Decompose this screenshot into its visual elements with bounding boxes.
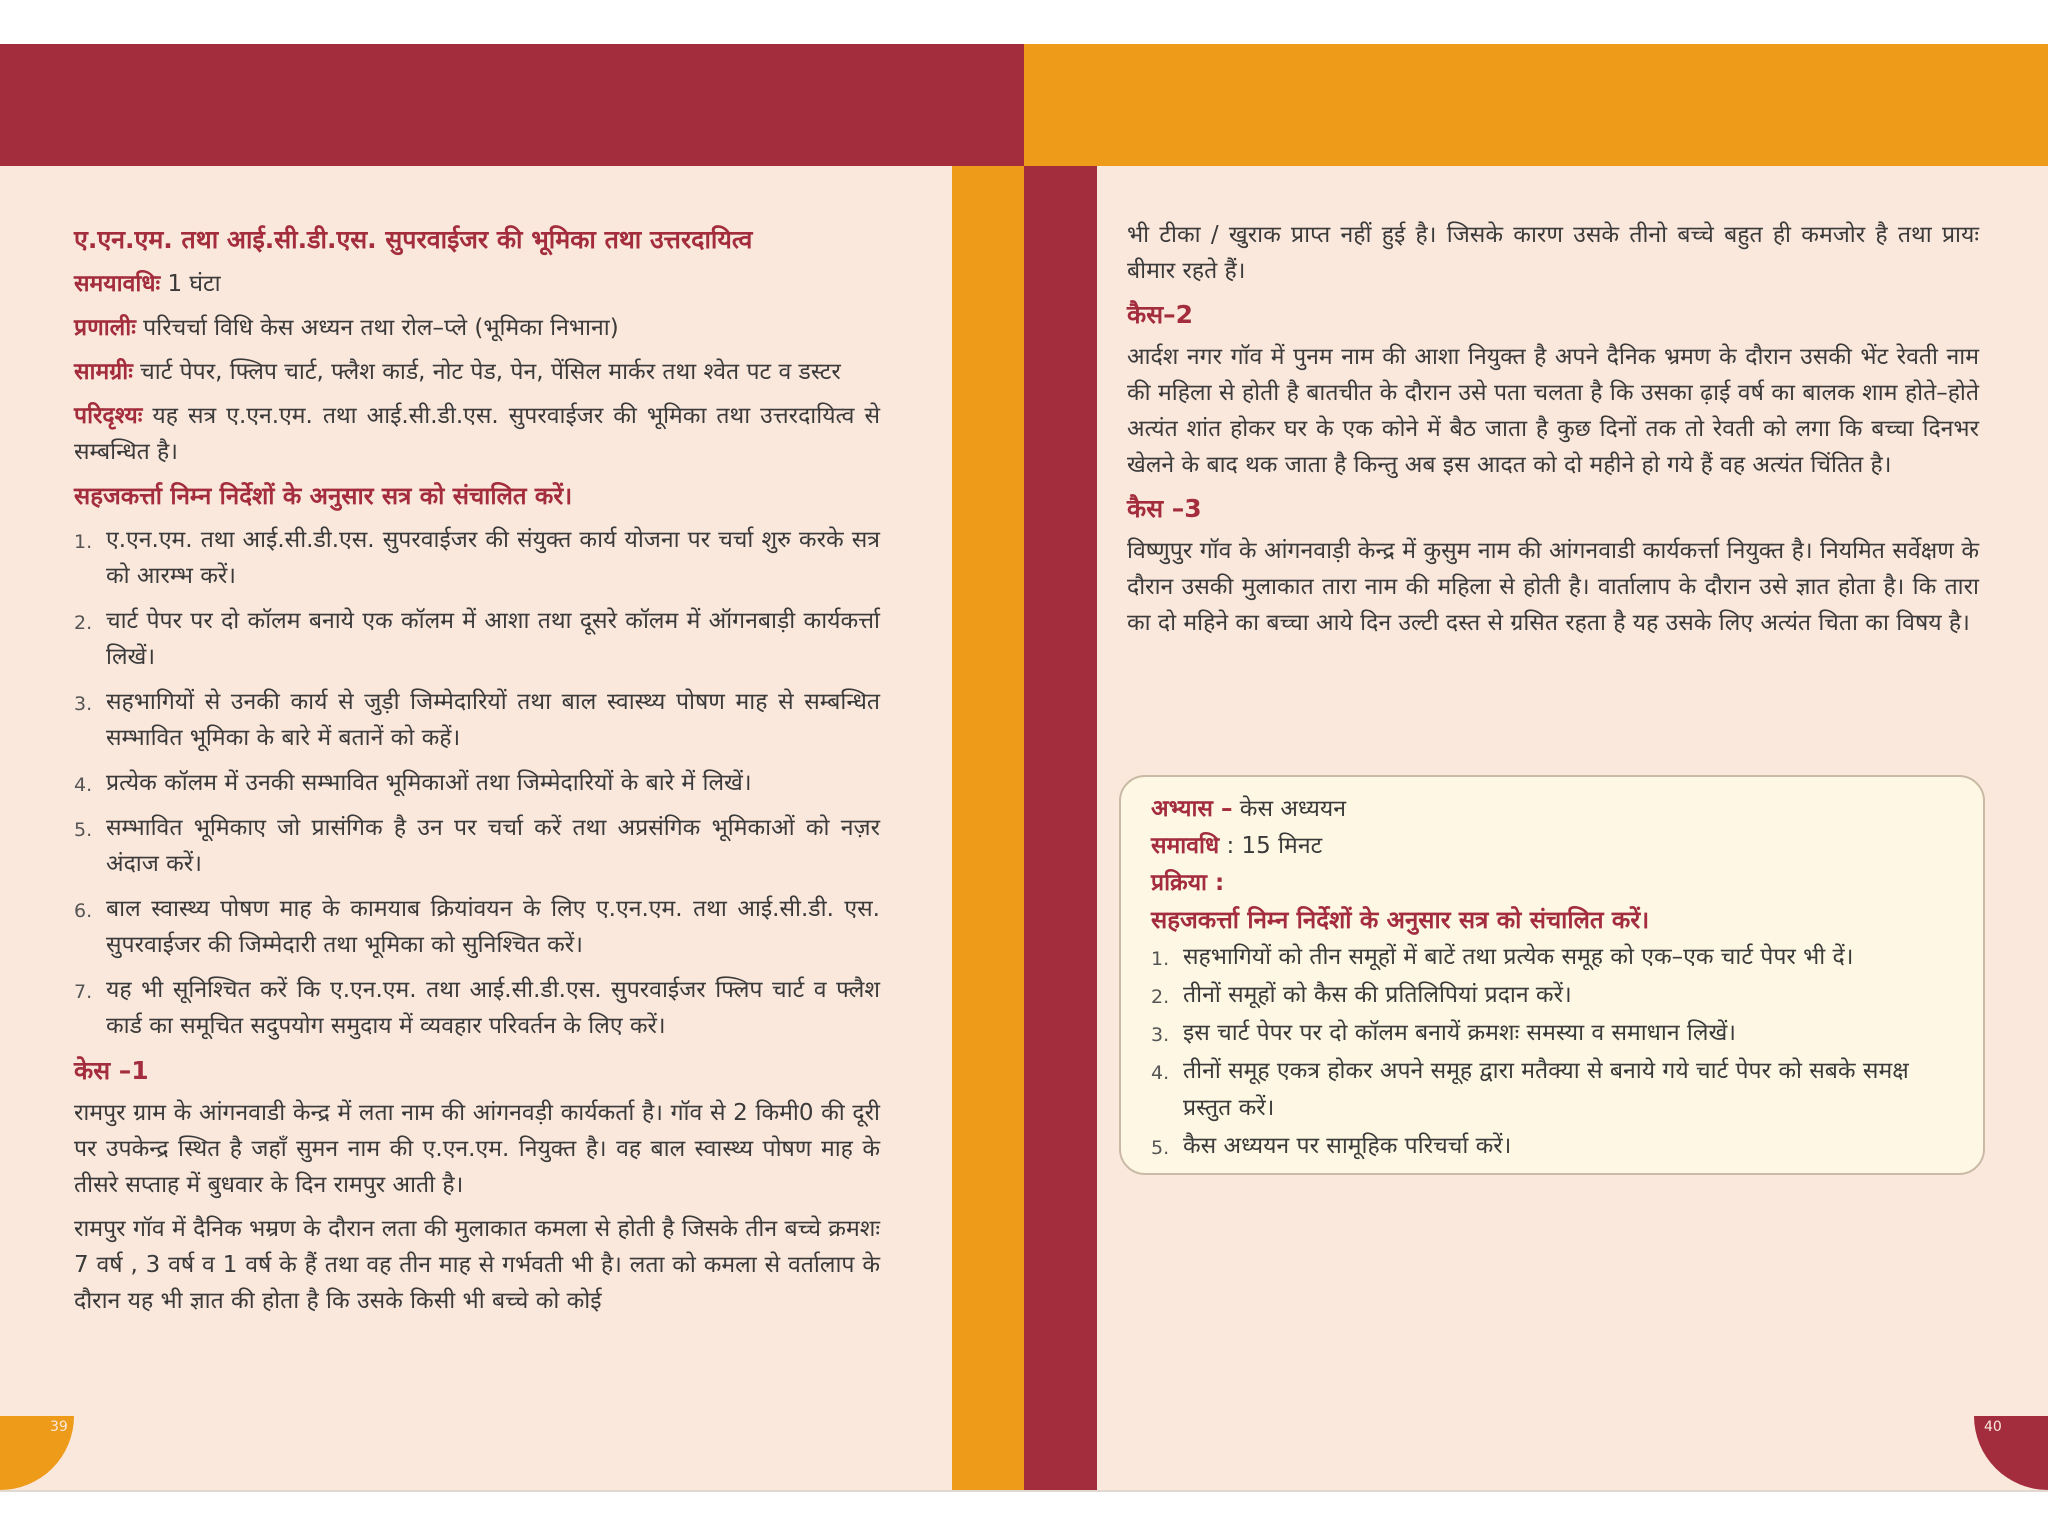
scenario-line — [74, 398, 880, 470]
page-number-right: 40 — [1984, 1419, 2002, 1435]
scenario-value: यह सत्र ए.एन.एम. तथा आई.सी.डी.एस. सुपरवाईजर की भूमिका तथा उत्तरदायित्व से सम्बन्धित है। — [74, 403, 880, 465]
step-number: 4. — [1151, 1062, 1170, 1084]
list-item — [74, 522, 880, 594]
step-text: ए.एन.एम. तथा आई.सी.डी.एस. सुपरवाईजर की संयुक्त कार्य योजना पर चर्चा शुरु करके सत्र को आरम्भ करें। — [106, 527, 880, 589]
exercise-value: केस अध्ययन — [1232, 796, 1346, 822]
step-number: 2. — [1151, 986, 1170, 1008]
method-line — [74, 310, 880, 346]
list-item — [74, 684, 880, 756]
list-item — [1151, 939, 1955, 976]
step-number: 1. — [74, 531, 93, 553]
spine-strip-orange — [952, 166, 1024, 1490]
exercise-box — [1119, 775, 1985, 1175]
list-item — [74, 810, 880, 882]
scenario-label: परिदृश्यः — [74, 403, 143, 429]
case3-paragraph: विष्णुपुर गॉव के आंगनवाड़ी केन्द्र में कुसुम नाम की आंगनवाडी कार्यकर्त्ता नियुक्त है। नियमित सर्वेक्षण के दौरान उसकी मुलाकात तारा नाम की महिला से होती है। वार्तालाप के दौरान उसे ज्ञात होता है। कि तारा का दो महिने का बच्चा आये दिन उल्टी दस्त से ग्रसित रहता है यह उसके लिए अत्यंत चिता का विषय है। — [1127, 538, 1980, 636]
case1-title: केस –1 — [74, 1056, 149, 1085]
step-text: तीनों समूह एकत्र होकर अपने समूह द्वारा मतैक्या से बनाये गये चार्ट पेपर को सबके समक्ष प्रस्तुत करें। — [1183, 1058, 1909, 1121]
step-text: बाल स्वास्थ्य पोषण माह के कामयाब क्रियांवयन के लिए ए.एन.एम. तथा आई.सी.डी. एस. सुपरवाईजर की जिम्मेदारी तथा भूमिका को सुनिश्चित करें। — [106, 896, 880, 958]
case1-paragraph-1: रामपुर ग्राम के आंगनवाडी केन्द्र में लता नाम की आंगनवड़ी कार्यकर्ता है। गॉव से 2 किमी0 की दूरी पर उपकेन्द्र स्थित है जहॉं सुमन नाम की ए.एन.एम. नियुक्त है। वह बाल स्वास्थ्य पोषण माह के तीसरे सप्ताह में बुधवार के दिन रामपुर आती है। — [74, 1100, 880, 1198]
case2-paragraph: आर्दश नगर गॉव में पुनम नाम की आशा नियुक्त है अपने दैनिक भ्रमण के दौरान उसकी भेंट रेवती नाम की महिला से होती है बातचीत के दौरान उसे पता चलता है कि उसका ढ़ाई वर्ष का बालक शाम होते–होते अत्यंत शांत होकर घर के एक कोने में बैठ जाता है कुछ दिनों तक तो रेवती को लगा कि बच्चा दिनभर खेलने के बाद थक जाता है किन्तु अब इस आदत को दो महीने हो गये हैं वह अत्यंत चिंतित है। — [1127, 344, 1979, 478]
exercise-duration-value: : 15 मिनट — [1219, 833, 1323, 859]
step-text: सहभागियों को तीन समूहों में बाटें तथा प्रत्येक समूह को एक–एक चार्ट पेपर भी दें। — [1183, 944, 1854, 970]
step-number: 5. — [1151, 1137, 1170, 1159]
duration-label: समयावधिः — [74, 271, 161, 297]
step-text: तीनों समूहों को कैस की प्रतिलिपियां प्रदान करें। — [1183, 982, 1572, 1008]
duration-value: 1 घंटा — [160, 271, 221, 297]
exercise-step-list — [1151, 939, 1955, 1165]
material-label: सामग्रीः — [74, 359, 133, 385]
step-number: 7. — [74, 981, 93, 1003]
list-item — [74, 972, 880, 1044]
case1-paragraph-2: रामपुर गॉव में दैनिक भम्रण के दौरान लता की मुलाकात कमला से होती है जिसके तीन बच्चे क्रमशः 7 वर्ष , 3 वर्ष व 1 वर्ष के हैं तथा वह तीन माह से गर्भवती भी है। लता को कमला से वर्तालाप के दौरान यह भी ज्ञात की होता है कि उसके किसी भी बच्चे को कोई — [74, 1216, 880, 1314]
list-item — [1151, 1053, 1955, 1127]
material-line — [74, 354, 880, 390]
page-number-left: 39 — [50, 1419, 68, 1435]
spine-strip-maroon — [1024, 166, 1097, 1490]
step-text: यह भी सूनिश्चित करें कि ए.एन.एम. तथा आई.सी.डी.एस. सुपरवाईजर फ्लिप चार्ट व फ्लैश कार्ड का समूचित सदुपयोग समुदाय में व्यवहार परिवर्तन के लिए करें। — [106, 977, 880, 1039]
step-number: 5. — [74, 819, 93, 841]
step-text: सम्भावित भूमिकाए जो प्रासंगिक है उन पर चर्चा करें तथा अप्रसंगिक भूमिकाओं को नज़र अंदाज करें। — [106, 815, 880, 877]
exercise-duration-line — [1151, 828, 1955, 865]
left-column — [74, 222, 880, 1327]
list-item — [74, 603, 880, 675]
case2-title: कैस–2 — [1127, 300, 1193, 329]
exercise-duration-label: समावधि — [1151, 833, 1220, 859]
case1-continuation: भी टीका / खुराक प्राप्त नहीं हुई है। जिसके कारण उसके तीनो बच्चे बहुत ही कमजोर है तथा प्रायः बीमार रहते हैं। — [1127, 222, 1979, 284]
method-label: प्रणालीः — [74, 315, 136, 341]
header-band-maroon — [0, 44, 1024, 166]
step-text: कैस अध्ययन पर सामूहिक परिचर्चा करें। — [1183, 1133, 1512, 1159]
case3-title: कैस –3 — [1127, 494, 1202, 523]
step-number: 6. — [74, 900, 93, 922]
header-band-orange — [1024, 44, 2048, 166]
step-text: प्रत्येक कॉलम में उनकी सम्भावित भूमिकाओं तथा जिम्मेदारियों के बारे में लिखें। — [106, 770, 752, 796]
method-value: परिचर्चा विधि केस अध्यन तथा रोल–प्ले (भूमिका निभाना) — [135, 315, 619, 341]
list-item — [1151, 1015, 1955, 1052]
section-title: ए.एन.एम. तथा आई.सी.डी.एस. सुपरवाईजर की भूमिका तथा उत्तरदायित्व — [74, 225, 753, 254]
step-list — [74, 522, 880, 1044]
page-bottom-edge — [0, 1490, 2048, 1492]
material-value: चार्ट पेपर, फ्लिप चार्ट, फ्लैश कार्ड, नोट पेड, पेन, पेंसिल मार्कर तथा श्वेत पट व डस्टर — [132, 359, 841, 385]
exercise-instruction: सहजकर्त्ता निम्न निर्देशों के अनुसार सत्र को संचालित करें। — [1151, 906, 1650, 934]
step-text: इस चार्ट पेपर पर दो कॉलम बनायें क्रमशः समस्या व समाधान लिखें। — [1183, 1020, 1737, 1046]
exercise-line — [1151, 791, 1955, 828]
exercise-process-label: प्रक्रिया : — [1151, 870, 1225, 896]
list-item — [1151, 1128, 1955, 1165]
right-column — [1127, 217, 1979, 649]
step-text: सहभागियों से उनकी कार्य से जुड़ी जिम्मेदारियों तथा बाल स्वास्थ्य पोषण माह से सम्बन्धित सम्भावित भूमिका के बारे में बतानें को कहें। — [106, 689, 880, 751]
step-number: 4. — [74, 774, 93, 796]
step-number: 3. — [74, 693, 93, 715]
step-text: चार्ट पेपर पर दो कॉलम बनाये एक कॉलम में आशा तथा दूसरे कॉलम में ऑगनबाड़ी कार्यकर्त्ता लिखें। — [106, 608, 880, 670]
step-number: 1. — [1151, 948, 1170, 970]
list-item — [1151, 977, 1955, 1014]
list-item — [74, 891, 880, 963]
exercise-label: अभ्यास – — [1151, 796, 1233, 822]
duration-line — [74, 266, 880, 302]
step-number: 2. — [74, 612, 93, 634]
step-number: 3. — [1151, 1024, 1170, 1046]
list-item — [74, 765, 880, 801]
facilitator-instruction: सहजकर्त्ता निम्न निर्देशों के अनुसार सत्र को संचालित करें। — [74, 482, 573, 510]
